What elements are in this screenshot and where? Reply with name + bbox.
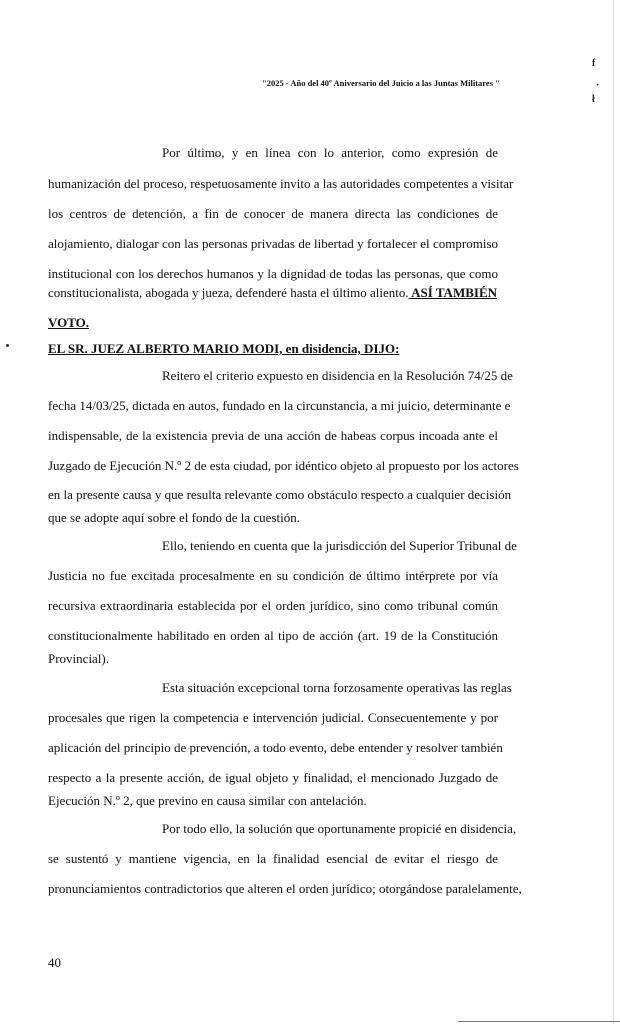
paragraph-text: constitucionalista, abogada y jueza, defenderé hasta el último aliento. [48, 285, 409, 300]
paragraph-line: Por todo ello, la solución que oportunamente propicié en disidencia, [162, 821, 517, 836]
paragraph-line: Justicia no fue excitada procesalmente en su condición de último intérprete por vía [48, 568, 498, 583]
paragraph-line: Reitero el criterio expuesto en disidencia en la Resolución 74/25 de [162, 368, 513, 383]
paragraph-line: pronunciamientos contradictorios que alteren el orden jurídico; otorgándose paralelamente, [48, 881, 522, 896]
paragraph-line: institucional con los derechos humanos y la dignidad de todas las personas, que como [48, 266, 498, 281]
page-number: 40 [48, 955, 61, 970]
page-header: "2025 - Año del 40º Aniversario del Juicio a las Juntas Militares " [262, 78, 500, 88]
paragraph-line: Ejecución N.º 2, que previno en causa similar con antelación. [48, 793, 367, 808]
paragraph-line: Provincial). [48, 651, 110, 666]
paragraph-line: se sustentó y mantiene vigencia, en la finalidad esencial de evitar el riesgo de [48, 851, 498, 866]
paragraph-line: Por último, y en línea con lo anterior, como expresión de [162, 145, 498, 160]
paragraph-line: Ello, teniendo en cuenta que la jurisdicción del Superior Tribunal de [162, 538, 517, 553]
margin-mark-3: ł [592, 94, 595, 105]
paragraph-line: constitucionalmente habilitado en orden al tipo de acción (art. 19 de la Constitución [48, 628, 498, 643]
paragraph-line: procesales que rigen la competencia e intervención judicial. Consecuentemente y por [48, 710, 498, 725]
paragraph-line: alojamiento, dialogar con las personas privadas de libertad y fortalecer el compromiso [48, 236, 498, 251]
paragraph-line: humanización del proceso, respetuosamente invito a las autoridades competentes a visitar [48, 176, 514, 191]
paragraph-line: respecto a la presente acción, de igual objeto y finalidad, el mencionado Juzgado de [48, 770, 498, 785]
margin-mark-1: f [592, 58, 596, 69]
paragraph-line: los centros de detención, a fin de conocer de manera directa las condiciones de [48, 206, 498, 221]
paragraph-line: Juzgado de Ejecución N.º 2 de esta ciudad, por idéntico objeto al propuesto por los actores [48, 458, 519, 473]
paragraph-line: en la presente causa y que resulta relevante como obstáculo respecto a cualquier decisión [48, 487, 512, 502]
margin-dot [6, 344, 9, 347]
vote-word: VOTO. [48, 315, 90, 330]
paragraph-line: fecha 14/03/25, dictada en autos, fundado en la circunstancia, a mi juicio, determinante e [48, 398, 511, 413]
paragraph-line: indispensable, de la existencia previa de una acción de habeas corpus incoada ante el [48, 428, 498, 443]
paragraph-line: aplicación del principio de prevención, a todo evento, debe entender y resolver también [48, 740, 503, 755]
margin-mark-2: · [596, 80, 600, 91]
page-edge [613, 0, 620, 1024]
vote-phrase: ASÍ TAMBIÉN [408, 285, 498, 300]
paragraph-line: recursiva extraordinaria establecida por el orden jurídico, sino como tribunal común [48, 598, 498, 613]
bottom-rule [458, 1021, 620, 1022]
paragraph-line: Esta situación excepcional torna forzosamente operativas las reglas [162, 680, 512, 695]
paragraph-line: que se adopte aquí sobre el fondo de la cuestión. [48, 510, 300, 525]
judge-heading: EL SR. JUEZ ALBERTO MARIO MODI, en disidencia, DIJO: [48, 341, 400, 356]
paragraph-line-with-vote [48, 285, 498, 301]
